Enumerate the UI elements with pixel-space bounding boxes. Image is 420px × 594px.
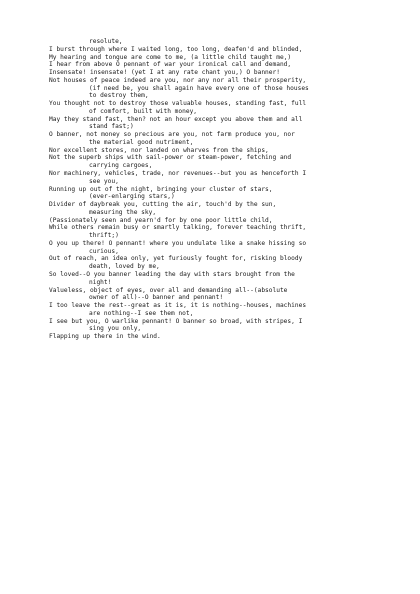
poem-line: Insensate! insensate! (yet I at any rate chant you,) O banner! [49,69,280,77]
poem-line: the material good nutriment, [89,138,194,146]
poem-line: are nothing--I see them not, [89,309,194,317]
poem-line: to destroy them, [89,92,149,100]
poem-line: resolute, [89,38,123,45]
poem-line: I hear from above O pennant of war your ironical call and demand, [49,61,292,69]
poem-line: Not houses of peace indeed are you, nor any nor all their prosperity, [49,76,307,84]
poem-line: of comfort, built with money, [89,107,198,115]
poem-line: O banner, not money so precious are you, not farm produce you, nor [49,131,295,139]
poem-line: I see but you, O warlike pennant! O banner so broad, with stripes, I [49,317,303,325]
poem-line: measuring the sky, [89,208,157,216]
poem-line: (if need be, you shall again have every one of those houses [89,84,309,92]
poem-line: death, loved by me, [89,263,160,271]
poem-line: O you up there! O pennant! where you undulate like a snake hissing so [49,239,307,247]
poem-line: carrying cargoes, [89,162,153,170]
poem-line: night! [89,278,112,286]
poem-line: Nor machinery, vehicles, trade, nor revenues--but you as henceforth I [49,170,307,178]
poem-line: (Passionately seen and yearn'd for by one poor little child, [49,216,273,224]
poem-line: I too leave the rest--great as it is, it is nothing--houses, machines [49,302,307,310]
poem-line: curious, [89,247,119,255]
poem-line: sing you only, [89,325,142,333]
poem-line: owner of all)--O banner and pennant! [89,294,224,302]
poem-line: Running up out of the night, bringing your cluster of stars, [49,185,273,193]
poem-line: You thought not to destroy those valuable houses, standing fast, full [49,100,307,108]
poem-line: Out of reach, an idea only, yet furiously fought for, risking bloody [49,255,303,263]
poem-line: Not the superb ships with sail-power or steam-power, fetching and [49,154,292,162]
poem-line: Nor excellent stores, nor landed on wharves from the ships, [49,146,269,154]
poem-line: stand fast;) [89,123,134,131]
poem-line: Flapping up there in the wind. [49,333,161,341]
poem-line: (ever-enlarging stars,) [89,193,175,201]
poem-line: While others remain busy or smartly talking, forever teaching thrift, [49,224,307,232]
poem-line: My hearing and tongue are come to me, (a little child taught me,) [49,53,292,61]
poem-line: I burst through where I waited long, too long, deafen'd and blinded, [49,45,303,53]
poem-text-block [49,38,409,341]
poem-line: see you, [89,177,119,185]
poem-line: Divider of daybreak you, cutting the air, touch'd by the sun, [49,201,277,209]
poem-line: thrift;) [89,232,119,240]
poem-line: Valueless, object of eyes, over all and demanding all--(absolute [49,286,288,294]
poem-line: So loved--O you banner leading the day with stars brought from the [49,270,295,278]
poem-line: May they stand fast, then? not an hour except you above them and all [49,115,303,123]
